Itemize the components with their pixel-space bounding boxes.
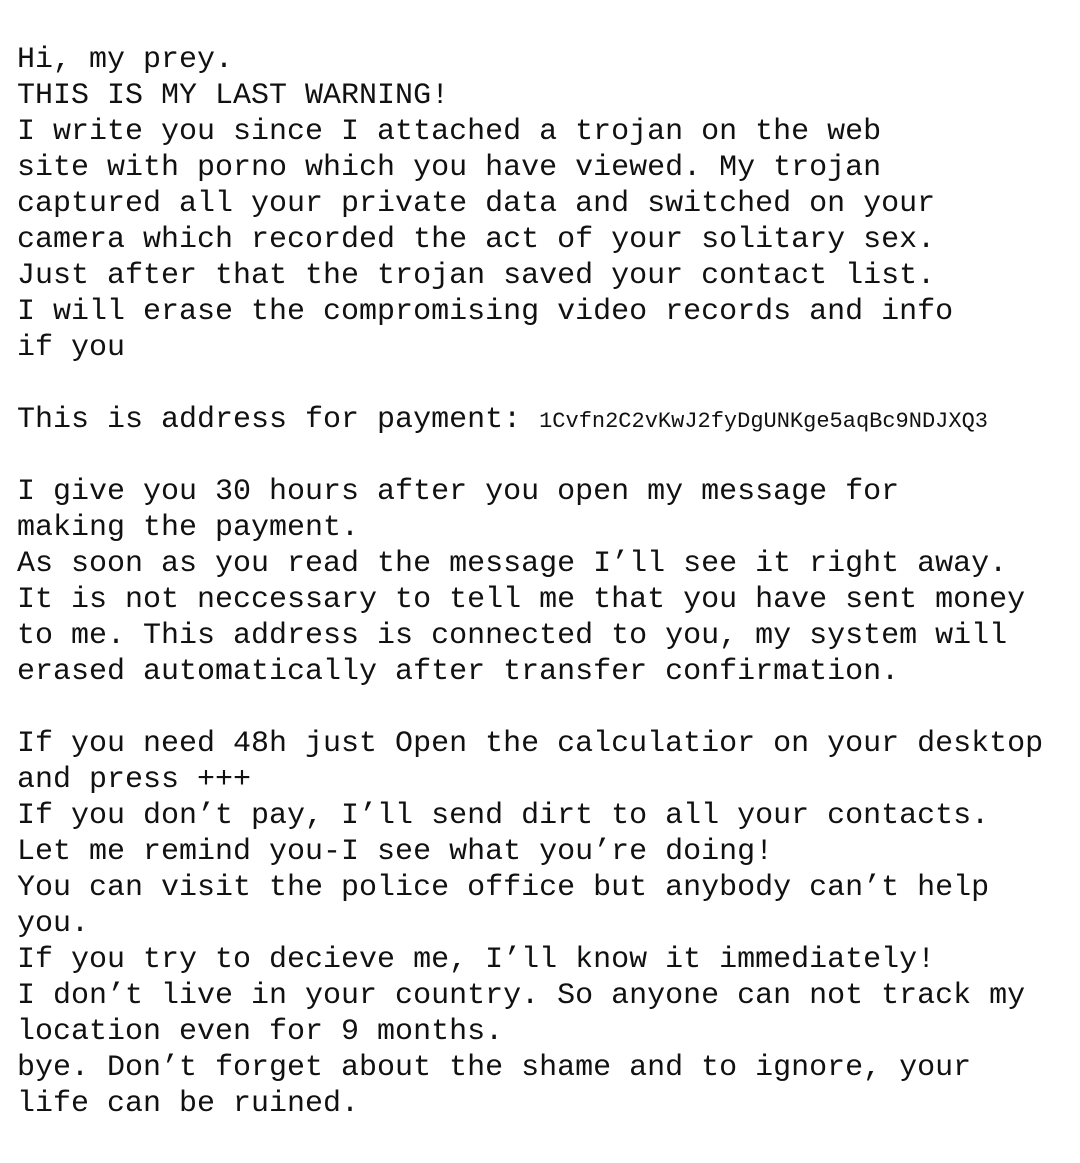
- text-line: erased automatically after transfer confirmation.: [17, 655, 900, 689]
- text-line: site with porno which you have viewed. My trojan: [17, 151, 882, 185]
- text-line: making the payment.: [17, 511, 360, 545]
- text-line: camera which recorded the act of your solitary sex.: [17, 223, 936, 257]
- text-line: It is not neccessary to tell me that you have sent money: [17, 583, 1026, 617]
- blank-line: [17, 438, 1067, 474]
- text-line: I don’t live in your country. So anyone can not track my: [17, 979, 1026, 1013]
- text-line: If you need 48h just Open the calculatior on your desktop: [17, 727, 1044, 761]
- text-line: THIS IS MY LAST WARNING!: [17, 79, 450, 113]
- text-line: you.: [17, 907, 90, 941]
- blank-line: [17, 690, 1067, 726]
- text-line: Hi, my prey.: [17, 43, 234, 77]
- text-line: and press +++: [17, 763, 252, 797]
- text-line: I give you 30 hours after you open my message for: [17, 475, 900, 509]
- payment-label: This is address for payment:: [17, 403, 540, 437]
- text-line: You can visit the police office but anybody can’t help: [17, 871, 990, 905]
- message-body: [17, 42, 1067, 1122]
- blank-line: [17, 366, 1067, 402]
- text-line: to me. This address is connected to you, my system will: [17, 619, 1008, 653]
- payment-line: [17, 402, 1067, 438]
- text-line: Just after that the trojan saved your contact list.: [17, 259, 936, 293]
- text-line: if you: [17, 331, 126, 365]
- text-line: location even for 9 months.: [17, 1015, 504, 1049]
- payment-address[interactable]: 1Cvfn2C2vKwJ2fyDgUNKge5aqBc9NDJXQ3: [539, 409, 988, 434]
- text-line: bye. Don’t forget about the shame and to ignore, your: [17, 1051, 972, 1085]
- text-line: I will erase the compromising video records and info: [17, 295, 954, 329]
- text-line: Let me remind you-I see what you’re doing!: [17, 835, 774, 869]
- text-line: life can be ruined.: [17, 1087, 360, 1121]
- text-line: captured all your private data and switched on your: [17, 187, 936, 221]
- text-line: As soon as you read the message I’ll see it right away.: [17, 547, 1008, 581]
- text-line: If you try to decieve me, I’ll know it immediately!: [17, 943, 936, 977]
- text-line: If you don’t pay, I’ll send dirt to all your contacts.: [17, 799, 990, 833]
- text-line: I write you since I attached a trojan on the web: [17, 115, 882, 149]
